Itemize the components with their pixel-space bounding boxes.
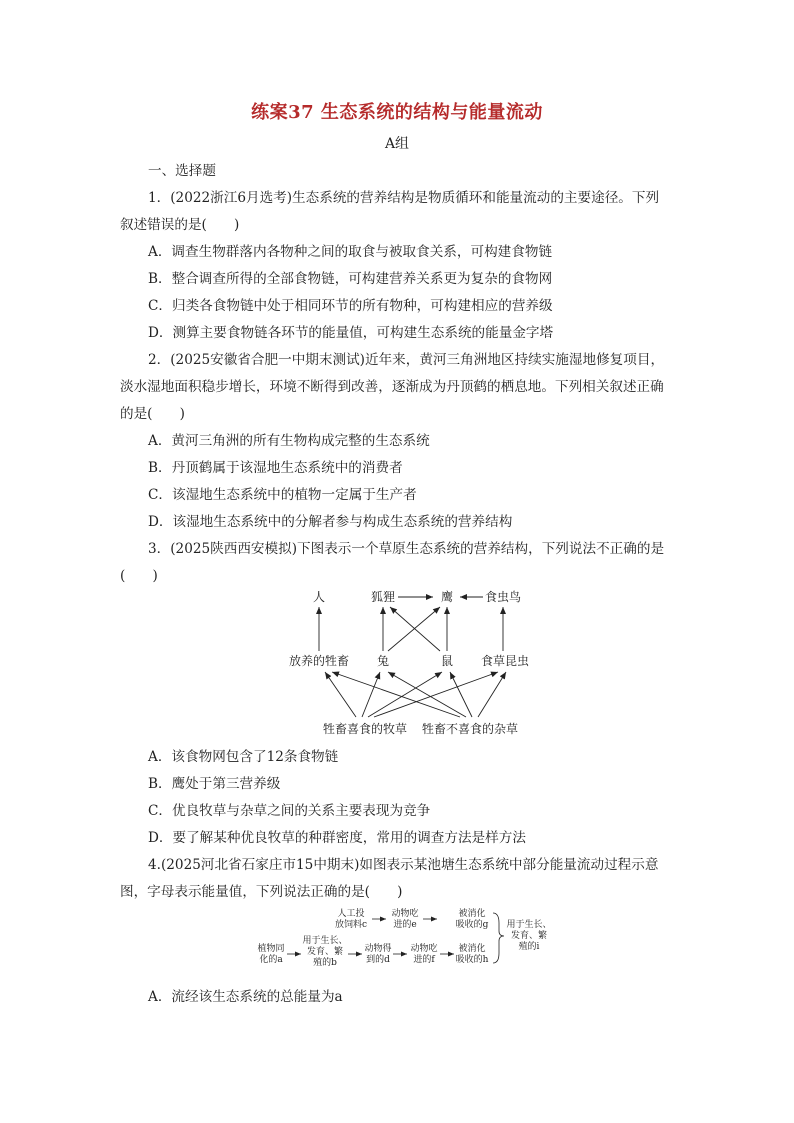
edge-grass-mouse	[368, 672, 442, 717]
q1-stem-line1: 1．(2022浙江6月选考)生态系统的营养结构是物质循环和能量流动的主要途径。下列	[148, 190, 660, 206]
q3-stem-line2: ( )	[120, 568, 158, 584]
flow-node-e-l2: 进的e	[393, 920, 417, 930]
flow-node-a-l2: 化的a	[259, 955, 283, 965]
node-insect: 食草昆虫	[480, 654, 530, 668]
flow-node-d-l2: 到的d	[366, 955, 390, 965]
node-human: 人	[312, 590, 326, 604]
q3-option-d: D．要了解某种优良牧草的种群密度，常用的调查方法是样方法	[148, 830, 526, 846]
flow-node-h-l2: 吸收的h	[455, 955, 489, 965]
node-insect-bird: 食虫鸟	[484, 590, 522, 604]
flow-node-i-l3: 殖的i	[518, 942, 540, 952]
q2-stem-line1: 2．(2025安徽省合肥一中期末测试)近年来，黄河三角洲地区持续实施湿地修复项目，	[148, 352, 665, 368]
flow-node-c-l1: 人工投	[337, 909, 365, 919]
node-livestock: 放养的牲畜	[288, 654, 350, 668]
q2-stem-line2: 淡水湿地面积稳步增长，环境不断得到改善，逐渐成为丹顶鹤的栖息地。下列相关叙述正确	[120, 379, 664, 395]
flow-node-b-l2: 发育、繁	[306, 947, 344, 957]
node-rabbit: 兔	[376, 654, 390, 668]
flow-node-i-l2: 发育、繁	[510, 931, 548, 941]
flow-node-i-l1: 用于生长、	[506, 920, 552, 930]
node-mouse: 鼠	[440, 654, 454, 668]
edge-weed-insect	[478, 672, 506, 717]
node-weed: 牲畜不喜食的杂草	[421, 722, 519, 736]
q3-option-a: A．该食物网包含了12条食物链	[148, 749, 339, 765]
flow-node-b-l1: 用于生长、	[302, 936, 348, 946]
energy-flow-diagram	[255, 905, 555, 975]
flow-node-a-l1: 植物同	[257, 944, 285, 954]
q2-option-d: D．该湿地生态系统中的分解者参与构成生态系统的营养结构	[148, 514, 513, 530]
q2-option-a: A．黄河三角洲的所有生物构成完整的生态系统	[148, 433, 430, 449]
flow-node-e-l1: 动物吃	[391, 909, 419, 919]
flow-node-f-l1: 动物吃	[410, 944, 438, 954]
flow-brace	[493, 913, 504, 963]
q2-stem-line3: 的是( )	[120, 406, 185, 422]
q1-stem-line2: 叙述错误的是( )	[120, 217, 240, 233]
q3-stem-line1: 3．(2025陕西西安模拟)下图表示一个草原生态系统的营养结构，下列说法不正确的是	[148, 541, 665, 557]
edge-weed-rabbit	[388, 672, 466, 717]
section-heading: 一、选择题	[148, 163, 216, 179]
food-web-diagram	[270, 585, 570, 740]
flow-node-h-l1: 被消化	[458, 944, 486, 954]
q1-option-d: D．测算主要食物链各环节的能量值，可构建生态系统的能量金字塔	[148, 325, 554, 341]
node-fox: 狐狸	[370, 590, 396, 604]
group-label: A组	[384, 136, 410, 152]
q1-option-b: B．整合调查所得的全部食物链，可构建营养关系更为复杂的食物网	[148, 271, 553, 287]
flow-node-b-l3: 殖的b	[313, 958, 337, 968]
q2-option-b: B．丹顶鹤属于该湿地生态系统中的消费者	[148, 460, 403, 476]
flow-node-d-l1: 动物得	[364, 944, 392, 954]
q3-option-c: C．优良牧草与杂草之间的关系主要表现为竞争	[148, 803, 431, 819]
page-title: 练案37 生态系统的结构与能量流动	[251, 102, 543, 123]
edge-grass-rabbit	[362, 672, 380, 717]
q2-option-c: C．该湿地生态系统中的植物一定属于生产者	[148, 487, 417, 503]
node-eagle: 鹰	[440, 590, 454, 604]
q4-stem-line2: 图，字母表示能量值，下列说法正确的是( )	[120, 884, 403, 900]
q3-option-b: B．鹰处于第三营养级	[148, 776, 281, 792]
q4-option-a: A．流经该生态系统的总能量为a	[148, 989, 343, 1005]
flow-node-f-l2: 进的f	[413, 955, 435, 965]
flow-node-g-l2: 吸收的g	[455, 920, 489, 930]
q1-option-a: A．调查生物群落内各物种之间的取食与被取食关系，可构建食物链	[148, 244, 553, 260]
node-good-grass: 牲畜喜食的牧草	[322, 722, 408, 736]
q4-stem-line1: 4.(2025河北省石家庄市15中期末)如图表示某池塘生态系统中部分能量流动过程示意	[148, 857, 659, 873]
q1-option-c: C．归类各食物链中处于相同环节的所有物种，可构建相应的营养级	[148, 298, 553, 314]
flow-node-g-l1: 被消化	[458, 909, 486, 919]
edge-grass-insect	[374, 672, 498, 717]
flow-node-c-l2: 放饲料c	[334, 920, 368, 930]
edge-weed-mouse	[450, 672, 472, 717]
